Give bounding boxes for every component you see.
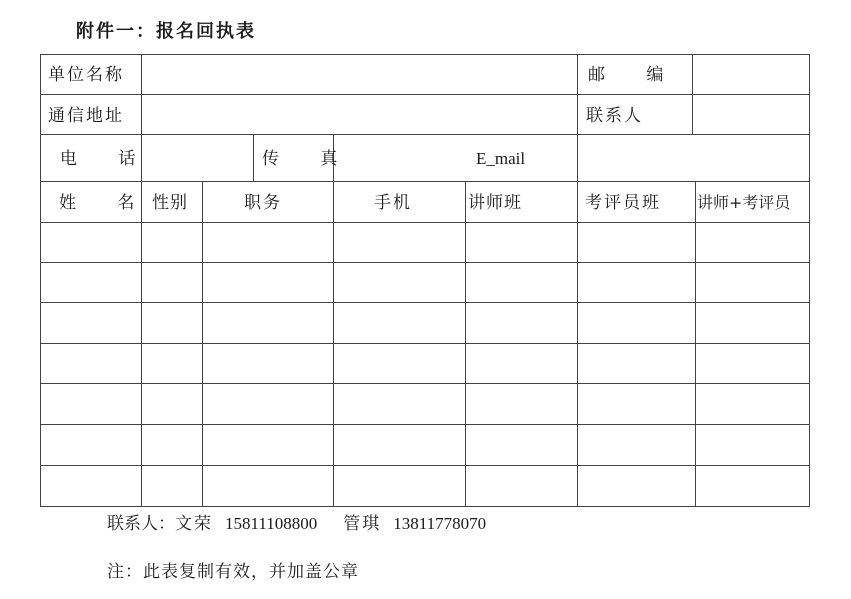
header-gender: 性别 bbox=[152, 193, 188, 213]
table-border-right bbox=[809, 54, 810, 507]
footer-note: 注：此表复制有效，并加盖公章 bbox=[107, 562, 359, 582]
contact-line bbox=[107, 513, 486, 535]
header-combined-class: 讲师+考评员 bbox=[697, 193, 791, 212]
fax-label: 传 真 bbox=[262, 149, 356, 169]
header-reviewer-class: 考评员班 bbox=[585, 193, 661, 213]
table-rule-col-reviewer bbox=[695, 181, 696, 507]
table-rule-col-gender bbox=[202, 181, 203, 507]
table-rule-row-2 bbox=[40, 134, 810, 135]
table-rule-row-1 bbox=[40, 94, 810, 95]
table-border-left bbox=[40, 54, 41, 507]
page-title: 附件一：报名回执表 bbox=[76, 21, 256, 42]
header-mobile: 手机 bbox=[374, 193, 412, 213]
table-rule-col-postcode-value bbox=[692, 54, 693, 135]
phone-label: 电 话 bbox=[60, 149, 154, 169]
address-label: 通信地址 bbox=[48, 106, 124, 126]
table-rule-col-name bbox=[141, 181, 142, 507]
table-rule-col-lecturer bbox=[577, 181, 578, 507]
footer-contact-label: 联系人： bbox=[107, 514, 175, 534]
contact-label: 联系人 bbox=[586, 106, 643, 126]
table-rule-col-postcode bbox=[577, 54, 578, 135]
postcode-label: 邮 编 bbox=[588, 65, 682, 85]
table-border-top bbox=[40, 54, 810, 55]
header-name: 姓 名 bbox=[59, 193, 153, 213]
table-rule-col-fax bbox=[253, 134, 254, 182]
table-rule-col-position bbox=[333, 181, 334, 507]
footer-contact1-name: 文荣 bbox=[175, 514, 213, 534]
header-lecturer-class: 讲师班 bbox=[468, 193, 522, 213]
unit-name-label: 单位名称 bbox=[48, 65, 124, 85]
header-position: 职务 bbox=[244, 193, 282, 213]
table-rule-col-email bbox=[577, 134, 578, 182]
footer-contact2-name: 管琪 bbox=[343, 514, 382, 534]
table-rule-col-mobile bbox=[465, 181, 466, 507]
footer-contact2-phone: 13811778070 bbox=[393, 514, 487, 533]
footer-contact1-phone: 15811108800 bbox=[225, 514, 318, 533]
email-label: E_mail bbox=[476, 149, 526, 168]
